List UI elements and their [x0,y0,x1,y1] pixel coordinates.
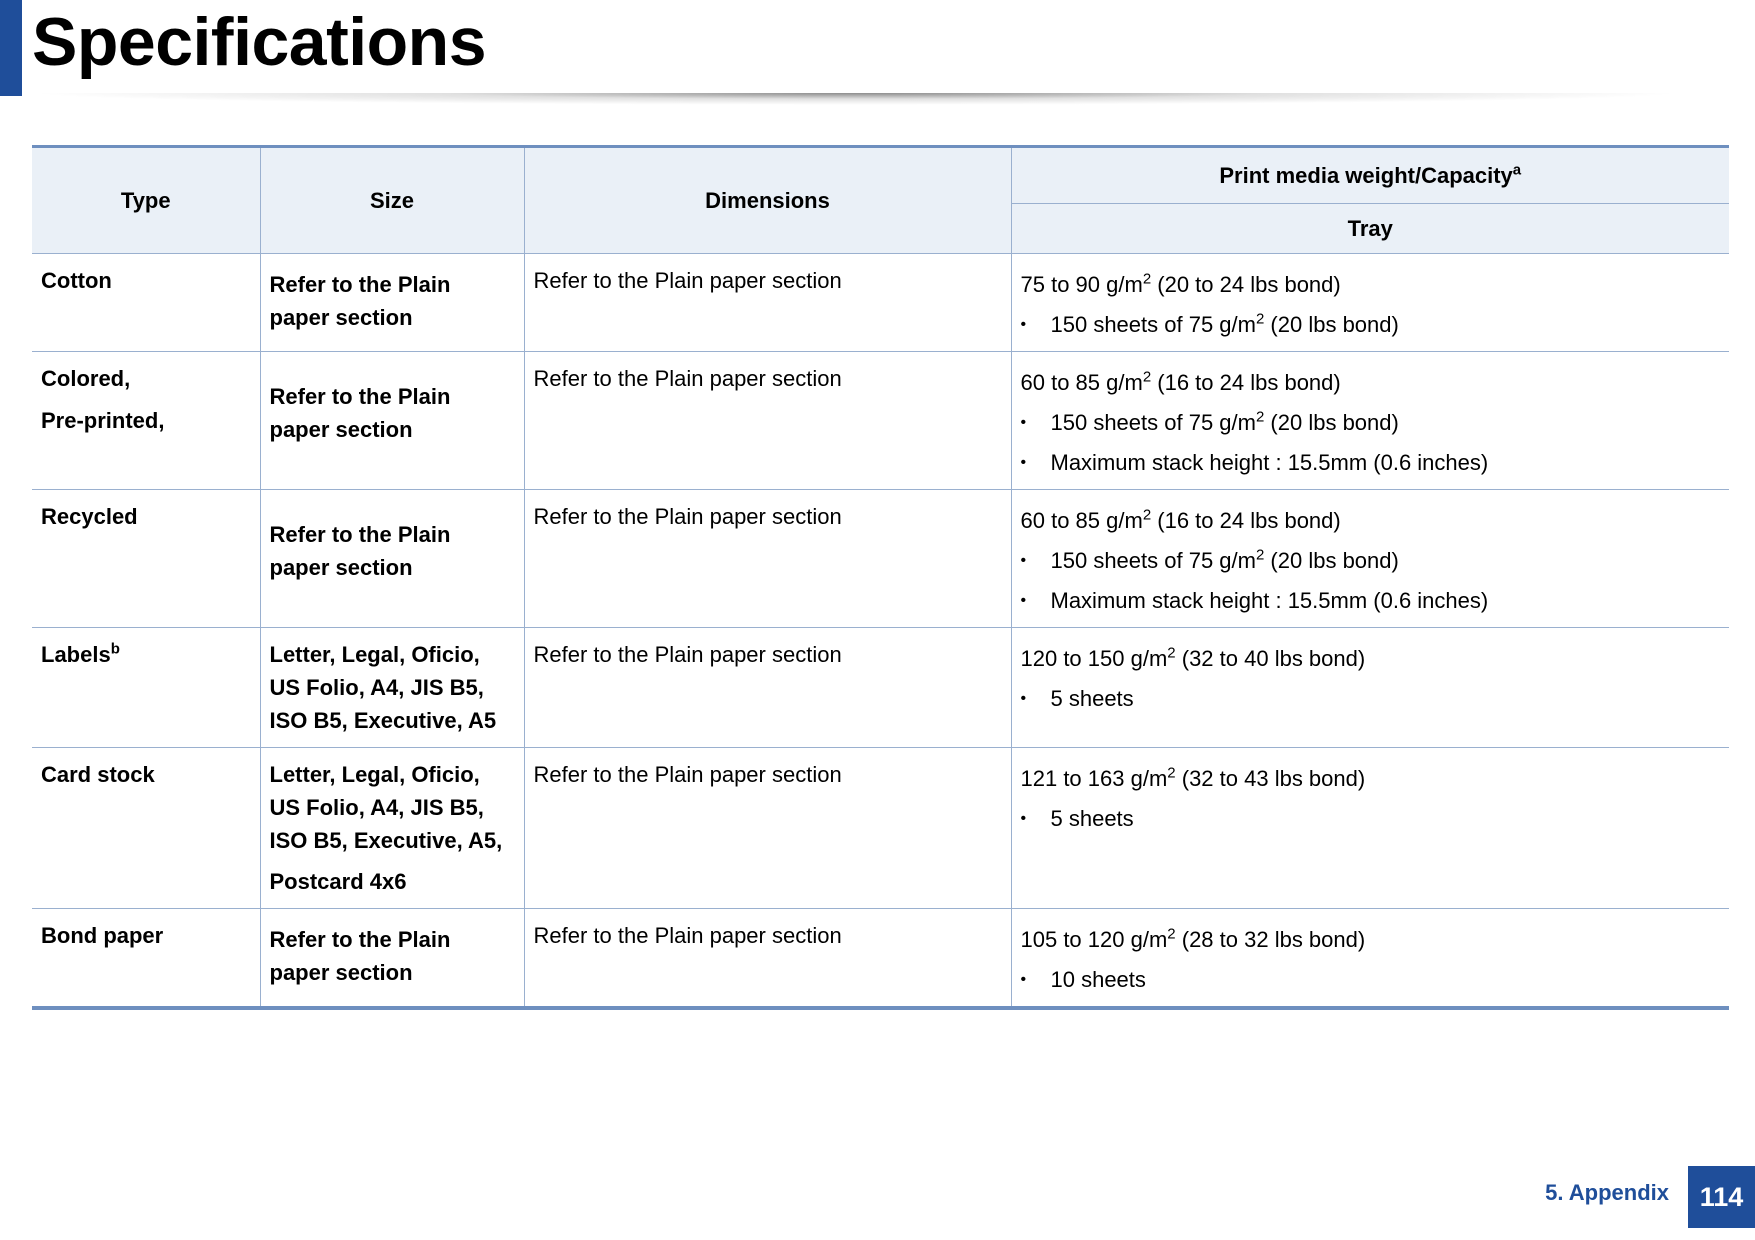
cell-size [260,909,524,1009]
capacity-pre: Maximum stack height : 15.5mm (0.6 inches) [1050,588,1489,613]
weight-post: (32 to 40 lbs bond) [1175,646,1366,671]
capacity-pre: 150 sheets of 75 g/m [1050,410,1256,435]
table-row [32,909,1729,1009]
bullet-icon: • [1020,552,1027,569]
type-text [41,638,251,671]
capacity-list [1021,682,1721,715]
cell-weight-capacity [1011,628,1729,748]
cell-type [32,748,260,909]
capacity-post: (20 lbs bond) [1264,548,1399,573]
list-item [1021,802,1721,835]
weight-pre: 60 to 85 g/m [1020,370,1143,395]
cell-weight-capacity [1011,490,1729,628]
header-weight-label: Print media weight/Capacity [1219,162,1513,188]
weight-pre: 75 to 90 g/m [1020,272,1143,297]
size-text: Refer to the Plain paper section [269,927,451,985]
type-text [41,758,251,791]
type-text [41,500,251,533]
capacity-post: (20 lbs bond) [1264,410,1399,435]
cell-type [32,909,260,1009]
capacity-sup: 2 [1255,408,1265,426]
table-row [32,254,1729,352]
type-label: Labels [41,642,111,667]
list-item [1021,544,1721,577]
capacity-list [1021,544,1721,617]
cell-dimensions: Refer to the Plain paper section [524,748,1011,909]
weight-pre: 120 to 150 g/m [1020,646,1168,671]
weight-range [1021,923,1721,956]
type-label: Colored, [41,366,131,391]
list-item [1021,584,1721,617]
capacity-sup: 2 [1255,546,1265,564]
header-size: Size [260,147,524,254]
list-item [1021,406,1721,439]
weight-pre: 60 to 85 g/m [1020,508,1143,533]
header-type: Type [32,147,260,254]
capacity-list [1021,406,1721,479]
bullet-icon: • [1020,592,1027,609]
table-body [32,254,1729,1009]
cell-dimensions: Refer to the Plain paper section [524,490,1011,628]
cell-dimensions: Refer to the Plain paper section [524,254,1011,352]
footnote-marker-a: a [1512,161,1522,179]
header-weight-capacity [1011,147,1729,204]
cell-size [260,490,524,628]
size-text: Letter, Legal, Oficio, US Folio, A4, JIS B5, ISO B5, Executive, A5 [269,642,497,733]
capacity-pre: 150 sheets of 75 g/m [1050,312,1256,337]
cell-size [260,254,524,352]
weight-range [1021,762,1721,795]
capacity-pre: 5 sheets [1050,686,1134,711]
capacity-pre: 150 sheets of 75 g/m [1050,548,1256,573]
list-item [1021,446,1721,479]
title-divider [26,93,1686,105]
weight-sup: 2 [1142,270,1152,288]
cell-weight-capacity [1011,352,1729,490]
header-tray: Tray [1011,204,1729,254]
table-row [32,490,1729,628]
cell-weight-capacity [1011,254,1729,352]
cell-dimensions: Refer to the Plain paper section [524,628,1011,748]
bullet-icon: • [1020,414,1027,431]
cell-weight-capacity [1011,748,1729,909]
type-text [41,362,251,395]
title-accent-bar [0,0,22,96]
bullet-icon: • [1020,316,1027,333]
size-text: Refer to the Plain paper section [269,522,451,580]
capacity-list [1021,963,1721,996]
table-row [32,628,1729,748]
weight-range [1021,504,1721,537]
weight-sup: 2 [1167,764,1176,782]
weight-sup: 2 [1142,368,1152,386]
list-item [1021,308,1721,341]
footnote-marker-b: b [110,640,120,658]
type-text [41,919,251,952]
weight-sup: 2 [1167,644,1176,662]
size-text: Postcard 4x6 [269,869,407,894]
weight-sup: 2 [1167,925,1176,943]
capacity-pre: 10 sheets [1050,967,1146,992]
page-number-badge: 114 [1688,1166,1755,1228]
size-text: Letter, Legal, Oficio, US Folio, A4, JIS B5, ISO B5, Executive, A5, [269,762,503,853]
cell-weight-capacity [1011,909,1729,1009]
list-item [1021,682,1721,715]
table-row [32,748,1729,909]
cell-type [32,352,260,490]
table-row [32,352,1729,490]
header-dimensions: Dimensions [524,147,1011,254]
page-title: Specifications [32,4,487,80]
cell-type [32,628,260,748]
type-label: Pre-printed, [41,408,165,433]
capacity-pre: 5 sheets [1050,806,1134,831]
bullet-icon: • [1020,690,1027,707]
cell-dimensions: Refer to the Plain paper section [524,909,1011,1009]
specifications-table [32,145,1729,1010]
type-text [41,404,251,437]
weight-sup: 2 [1142,506,1152,524]
type-label: Bond paper [41,923,164,948]
list-item [1021,963,1721,996]
cell-dimensions: Refer to the Plain paper section [524,352,1011,490]
weight-post: (20 to 24 lbs bond) [1151,272,1341,297]
type-label: Card stock [41,762,155,787]
cell-type [32,490,260,628]
type-text [41,264,251,297]
weight-post: (32 to 43 lbs bond) [1175,766,1366,791]
bullet-icon: • [1020,454,1027,471]
weight-post: (16 to 24 lbs bond) [1151,508,1341,533]
cell-type [32,254,260,352]
weight-range [1021,642,1721,675]
bullet-icon: • [1020,971,1027,988]
weight-range [1021,366,1721,399]
weight-post: (28 to 32 lbs bond) [1175,927,1366,952]
bullet-icon: • [1020,810,1027,827]
type-label: Recycled [41,504,138,529]
weight-pre: 121 to 163 g/m [1020,766,1168,791]
capacity-pre: Maximum stack height : 15.5mm (0.6 inches) [1050,450,1489,475]
footer-chapter-label: 5. Appendix [1545,1180,1669,1205]
type-label: Cotton [41,268,112,293]
capacity-sup: 2 [1255,310,1265,328]
capacity-post: (20 lbs bond) [1264,312,1399,337]
cell-size [260,628,524,748]
size-text: Refer to the Plain paper section [269,384,451,442]
capacity-list [1021,802,1721,835]
size-text: Refer to the Plain paper section [269,272,451,330]
weight-pre: 105 to 120 g/m [1020,927,1168,952]
capacity-list [1021,308,1721,341]
weight-post: (16 to 24 lbs bond) [1151,370,1341,395]
cell-size [260,748,524,909]
cell-size [260,352,524,490]
weight-range [1021,268,1721,301]
